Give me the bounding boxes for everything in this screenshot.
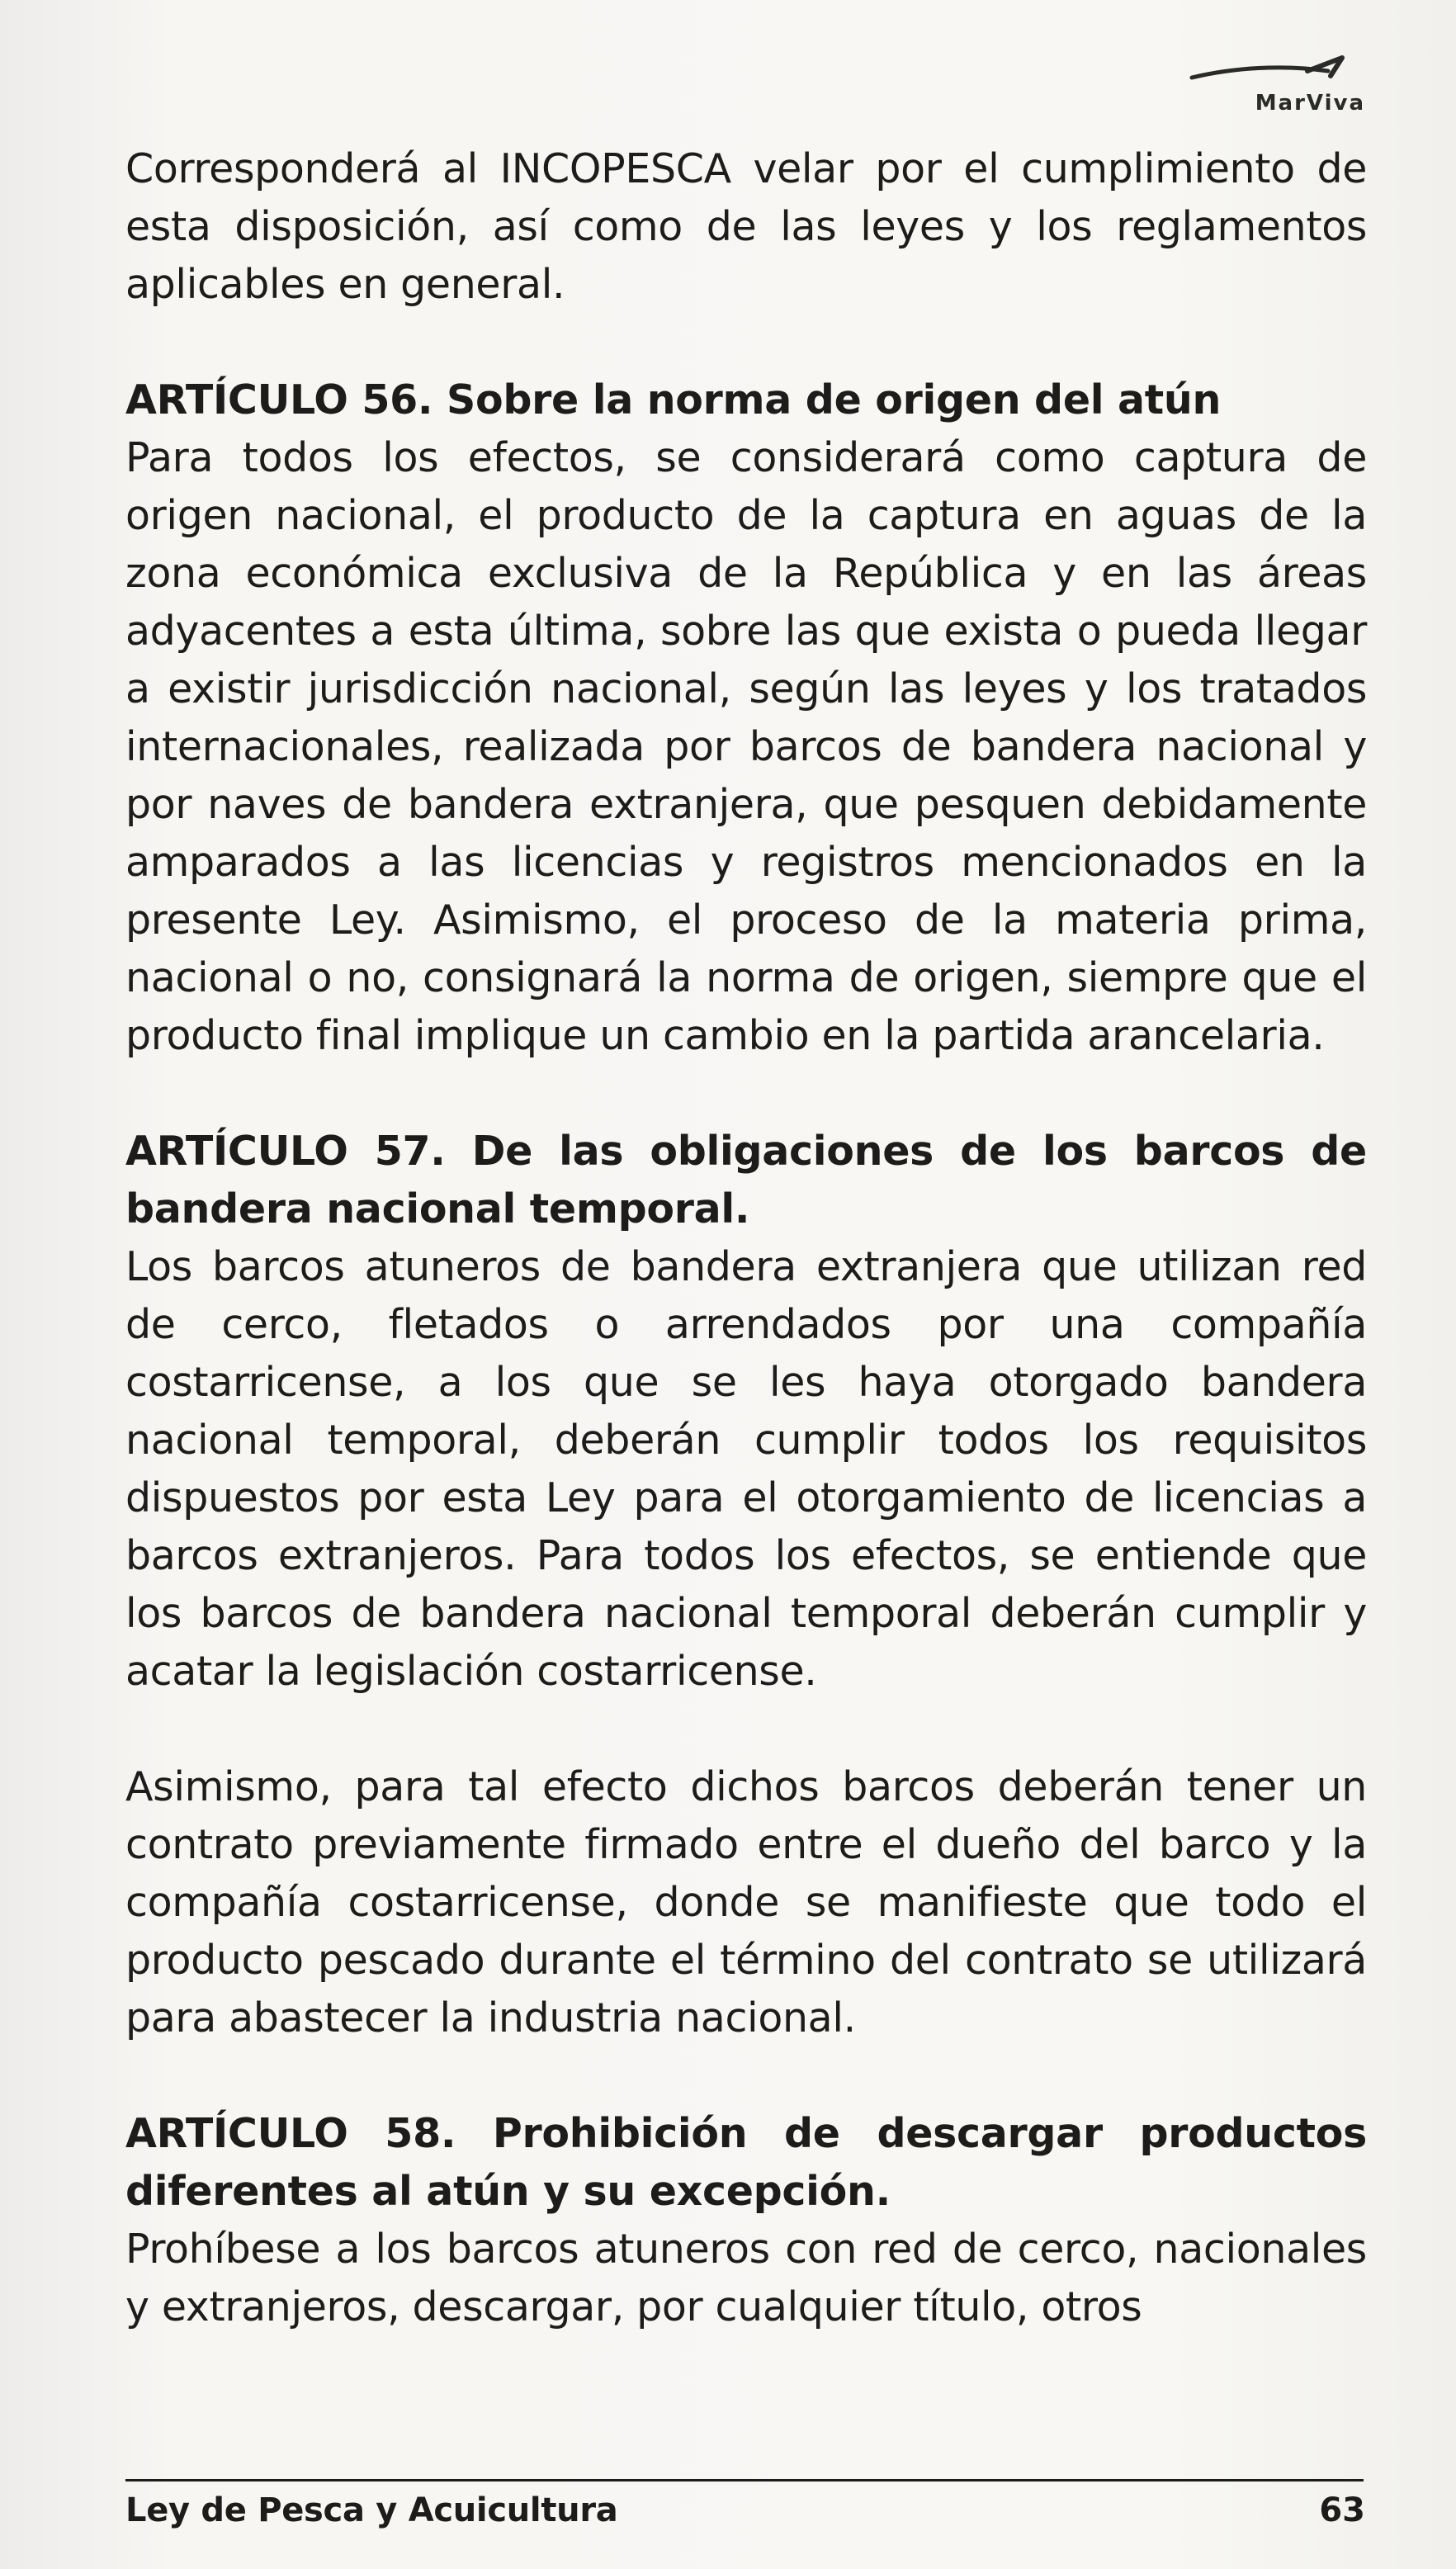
- footer-title: Ley de Pesca y Acuicultura: [125, 2491, 618, 2529]
- footer-divider: [125, 2479, 1364, 2481]
- article-57-text-1: Los barcos atuneros de bandera extranjera que utilizan red de cerco, fletados o arrendados por una compañía costarricense, a los que se les haya otorgado bandera nacional temporal, deberán cumplir todos los requisitos dispuestos por esta Ley para el otorgamiento de licencias a barcos extranjeros. Para todos los efectos, se entiende que los barcos de bandera nacional temporal deberán cumplir y acatar la legislación costarricense.: [125, 1243, 1367, 1695]
- article-58-text: Prohíbese a los barcos atuneros con red de cerco, nacionales y extranjeros, descargar, por cualquier título, otros: [125, 2226, 1367, 2330]
- article-57-text-2: Asimismo, para tal efecto dichos barcos deberán tener un contrato previamente firmado entre el dueño del barco y la compañía costarricense, donde se manifieste que todo el producto pescado durante el término del contrato se utilizará para abastecer la industria nacional.: [125, 1763, 1367, 2041]
- marviva-logo: [1184, 43, 1365, 117]
- intro-paragraph: Corresponderá al INCOPESCA velar por el cumplimiento de esta disposición, así como de las leyes y los reglamentos aplicables en general.: [125, 145, 1367, 308]
- wave-logo-icon: [1184, 43, 1365, 92]
- article-56-text: Para todos los efectos, se considerará como captura de origen nacional, el producto de la captura en aguas de la zona económica exclusiva de la República y en las áreas adyacentes a esta última, sobre las que exista o pueda llegar a existir jurisdicción nacional, según las leyes y los tratados internacionales, realizada por barcos de bandera nacional y por naves de bandera extranjera, que pesquen debidamente amparados a las licencias y registros mencionados en la presente Ley. Asimismo, el proceso de la materia prima, nacional o no, consignará la norma de origen, siempre que el producto final implique un cambio en la partida arancelaria.: [125, 434, 1367, 1059]
- article-56-heading: ARTÍCULO 56. Sobre la norma de origen del atún: [125, 376, 1222, 423]
- document-body: [125, 140, 1367, 2336]
- page-number: 63: [1319, 2491, 1365, 2529]
- article-58-heading: ARTÍCULO 58. Prohibición de descargar productos diferentes al atún y su excepción.: [125, 2110, 1367, 2215]
- logo-text: MarViva: [1255, 91, 1365, 116]
- article-57-heading: ARTÍCULO 57. De las obligaciones de los barcos de bandera nacional temporal.: [125, 1128, 1367, 1232]
